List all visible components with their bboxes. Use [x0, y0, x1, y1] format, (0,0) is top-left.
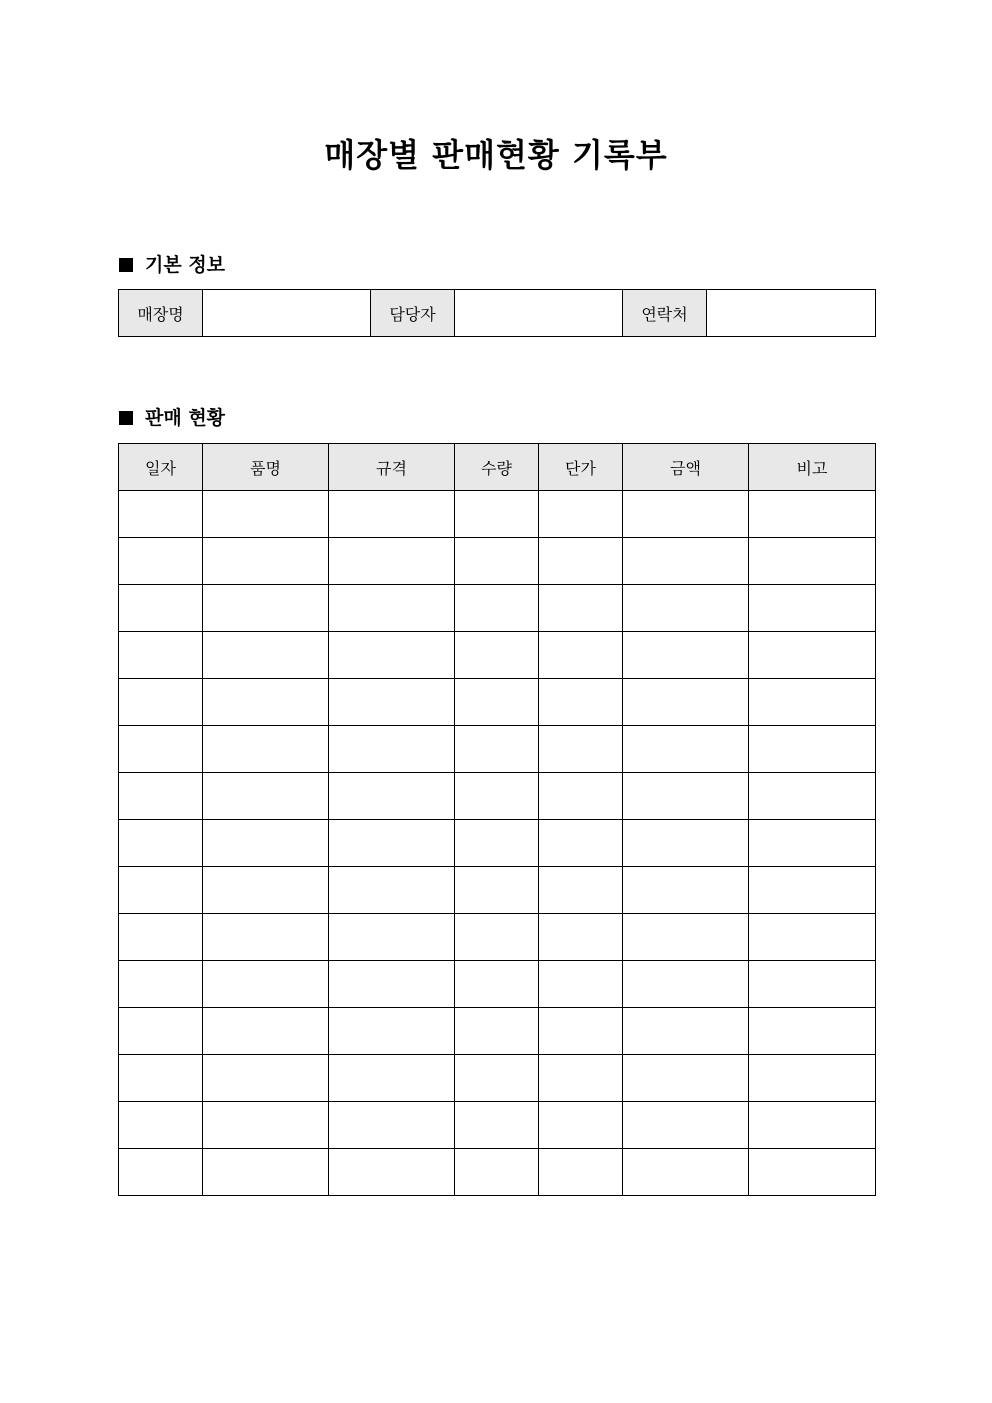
- unit-price-cell[interactable]: [539, 585, 623, 632]
- item-name-cell[interactable]: [203, 491, 329, 538]
- table-row: [119, 773, 876, 820]
- spec-cell[interactable]: [329, 491, 455, 538]
- amount-cell[interactable]: [623, 538, 749, 585]
- spec-cell[interactable]: [329, 914, 455, 961]
- spec-cell[interactable]: [329, 585, 455, 632]
- spec-cell[interactable]: [329, 773, 455, 820]
- remarks-cell[interactable]: [749, 914, 876, 961]
- remarks-cell[interactable]: [749, 679, 876, 726]
- remarks-cell[interactable]: [749, 1055, 876, 1102]
- date-cell[interactable]: [119, 773, 203, 820]
- date-cell[interactable]: [119, 914, 203, 961]
- table-row: [119, 632, 876, 679]
- date-cell[interactable]: [119, 726, 203, 773]
- amount-cell[interactable]: [623, 726, 749, 773]
- spec-cell[interactable]: [329, 1008, 455, 1055]
- table-row: [119, 820, 876, 867]
- section-heading-sales-status: [119, 406, 225, 430]
- unit-price-cell[interactable]: [539, 773, 623, 820]
- quantity-cell[interactable]: [455, 1149, 539, 1196]
- column-header-spec: 규격: [329, 444, 455, 491]
- amount-cell[interactable]: [623, 914, 749, 961]
- spec-cell[interactable]: [329, 1149, 455, 1196]
- store-name-field[interactable]: [203, 290, 371, 337]
- sales-table-body: [119, 491, 876, 1196]
- document-title: 매장별 판매현황 기록부: [324, 136, 668, 174]
- store-name-label: 매장명: [119, 290, 203, 337]
- remarks-cell[interactable]: [749, 773, 876, 820]
- item-name-cell[interactable]: [203, 773, 329, 820]
- unit-price-cell[interactable]: [539, 632, 623, 679]
- amount-cell[interactable]: [623, 679, 749, 726]
- item-name-cell[interactable]: [203, 1055, 329, 1102]
- spec-cell[interactable]: [329, 538, 455, 585]
- quantity-cell[interactable]: [455, 867, 539, 914]
- table-row: [119, 585, 876, 632]
- remarks-cell[interactable]: [749, 726, 876, 773]
- date-cell[interactable]: [119, 1008, 203, 1055]
- column-header-item-name: 품명: [203, 444, 329, 491]
- date-cell[interactable]: [119, 1102, 203, 1149]
- item-name-cell[interactable]: [203, 726, 329, 773]
- unit-price-cell[interactable]: [539, 820, 623, 867]
- manager-field[interactable]: [455, 290, 623, 337]
- quantity-cell[interactable]: [455, 679, 539, 726]
- column-header-quantity: 수량: [455, 444, 539, 491]
- date-cell[interactable]: [119, 1149, 203, 1196]
- remarks-cell[interactable]: [749, 961, 876, 1008]
- item-name-cell[interactable]: [203, 1008, 329, 1055]
- item-name-cell[interactable]: [203, 961, 329, 1008]
- basic-info-row: [119, 290, 876, 337]
- spec-cell[interactable]: [329, 961, 455, 1008]
- item-name-cell[interactable]: [203, 1102, 329, 1149]
- amount-cell[interactable]: [623, 867, 749, 914]
- unit-price-cell[interactable]: [539, 491, 623, 538]
- unit-price-cell[interactable]: [539, 679, 623, 726]
- unit-price-cell[interactable]: [539, 914, 623, 961]
- quantity-cell[interactable]: [455, 961, 539, 1008]
- amount-cell[interactable]: [623, 961, 749, 1008]
- remarks-cell[interactable]: [749, 538, 876, 585]
- section-heading-basic-info: [119, 253, 225, 277]
- date-cell[interactable]: [119, 961, 203, 1008]
- column-header-unit-price: 단가: [539, 444, 623, 491]
- column-header-remarks: 비고: [749, 444, 876, 491]
- quantity-cell[interactable]: [455, 1055, 539, 1102]
- date-cell[interactable]: [119, 632, 203, 679]
- date-cell[interactable]: [119, 538, 203, 585]
- quantity-cell[interactable]: [455, 1102, 539, 1149]
- section-heading-label: 판매 현황: [145, 407, 226, 429]
- square-bullet-icon: [119, 258, 133, 272]
- table-row: [119, 679, 876, 726]
- amount-cell[interactable]: [623, 1149, 749, 1196]
- table-row: [119, 867, 876, 914]
- amount-cell[interactable]: [623, 1008, 749, 1055]
- date-cell[interactable]: [119, 820, 203, 867]
- date-cell[interactable]: [119, 1055, 203, 1102]
- quantity-cell[interactable]: [455, 914, 539, 961]
- amount-cell[interactable]: [623, 1055, 749, 1102]
- remarks-cell[interactable]: [749, 1149, 876, 1196]
- quantity-cell[interactable]: [455, 538, 539, 585]
- item-name-cell[interactable]: [203, 867, 329, 914]
- date-cell[interactable]: [119, 867, 203, 914]
- date-cell[interactable]: [119, 491, 203, 538]
- contact-label: 연락처: [623, 290, 707, 337]
- remarks-cell[interactable]: [749, 1008, 876, 1055]
- table-row: [119, 1102, 876, 1149]
- table-row: [119, 1008, 876, 1055]
- item-name-cell[interactable]: [203, 585, 329, 632]
- sales-status-table: [118, 443, 876, 1196]
- item-name-cell[interactable]: [203, 1149, 329, 1196]
- spec-cell[interactable]: [329, 867, 455, 914]
- unit-price-cell[interactable]: [539, 726, 623, 773]
- item-name-cell[interactable]: [203, 679, 329, 726]
- spec-cell[interactable]: [329, 1102, 455, 1149]
- date-cell[interactable]: [119, 679, 203, 726]
- unit-price-cell[interactable]: [539, 538, 623, 585]
- square-bullet-icon: [119, 411, 133, 425]
- remarks-cell[interactable]: [749, 491, 876, 538]
- quantity-cell[interactable]: [455, 632, 539, 679]
- section-heading-label: 기본 정보: [145, 254, 226, 276]
- sales-header-row: [119, 444, 876, 491]
- remarks-cell[interactable]: [749, 1102, 876, 1149]
- spec-cell[interactable]: [329, 1055, 455, 1102]
- column-header-amount: 금액: [623, 444, 749, 491]
- quantity-cell[interactable]: [455, 726, 539, 773]
- amount-cell[interactable]: [623, 632, 749, 679]
- spec-cell[interactable]: [329, 726, 455, 773]
- table-row: [119, 538, 876, 585]
- column-header-date: 일자: [119, 444, 203, 491]
- item-name-cell[interactable]: [203, 820, 329, 867]
- spec-cell[interactable]: [329, 679, 455, 726]
- unit-price-cell[interactable]: [539, 961, 623, 1008]
- amount-cell[interactable]: [623, 585, 749, 632]
- unit-price-cell[interactable]: [539, 1008, 623, 1055]
- spec-cell[interactable]: [329, 632, 455, 679]
- item-name-cell[interactable]: [203, 538, 329, 585]
- table-row: [119, 1055, 876, 1102]
- spec-cell[interactable]: [329, 820, 455, 867]
- remarks-cell[interactable]: [749, 632, 876, 679]
- unit-price-cell[interactable]: [539, 1055, 623, 1102]
- quantity-cell[interactable]: [455, 491, 539, 538]
- basic-info-table: [118, 289, 876, 337]
- table-row: [119, 1149, 876, 1196]
- quantity-cell[interactable]: [455, 773, 539, 820]
- item-name-cell[interactable]: [203, 632, 329, 679]
- table-row: [119, 491, 876, 538]
- table-row: [119, 726, 876, 773]
- contact-field[interactable]: [707, 290, 876, 337]
- quantity-cell[interactable]: [455, 585, 539, 632]
- remarks-cell[interactable]: [749, 585, 876, 632]
- unit-price-cell[interactable]: [539, 1149, 623, 1196]
- amount-cell[interactable]: [623, 491, 749, 538]
- remarks-cell[interactable]: [749, 867, 876, 914]
- amount-cell[interactable]: [623, 773, 749, 820]
- unit-price-cell[interactable]: [539, 867, 623, 914]
- unit-price-cell[interactable]: [539, 1102, 623, 1149]
- item-name-cell[interactable]: [203, 914, 329, 961]
- quantity-cell[interactable]: [455, 820, 539, 867]
- amount-cell[interactable]: [623, 1102, 749, 1149]
- quantity-cell[interactable]: [455, 1008, 539, 1055]
- manager-label: 담당자: [371, 290, 455, 337]
- table-row: [119, 961, 876, 1008]
- date-cell[interactable]: [119, 585, 203, 632]
- remarks-cell[interactable]: [749, 820, 876, 867]
- table-row: [119, 914, 876, 961]
- amount-cell[interactable]: [623, 820, 749, 867]
